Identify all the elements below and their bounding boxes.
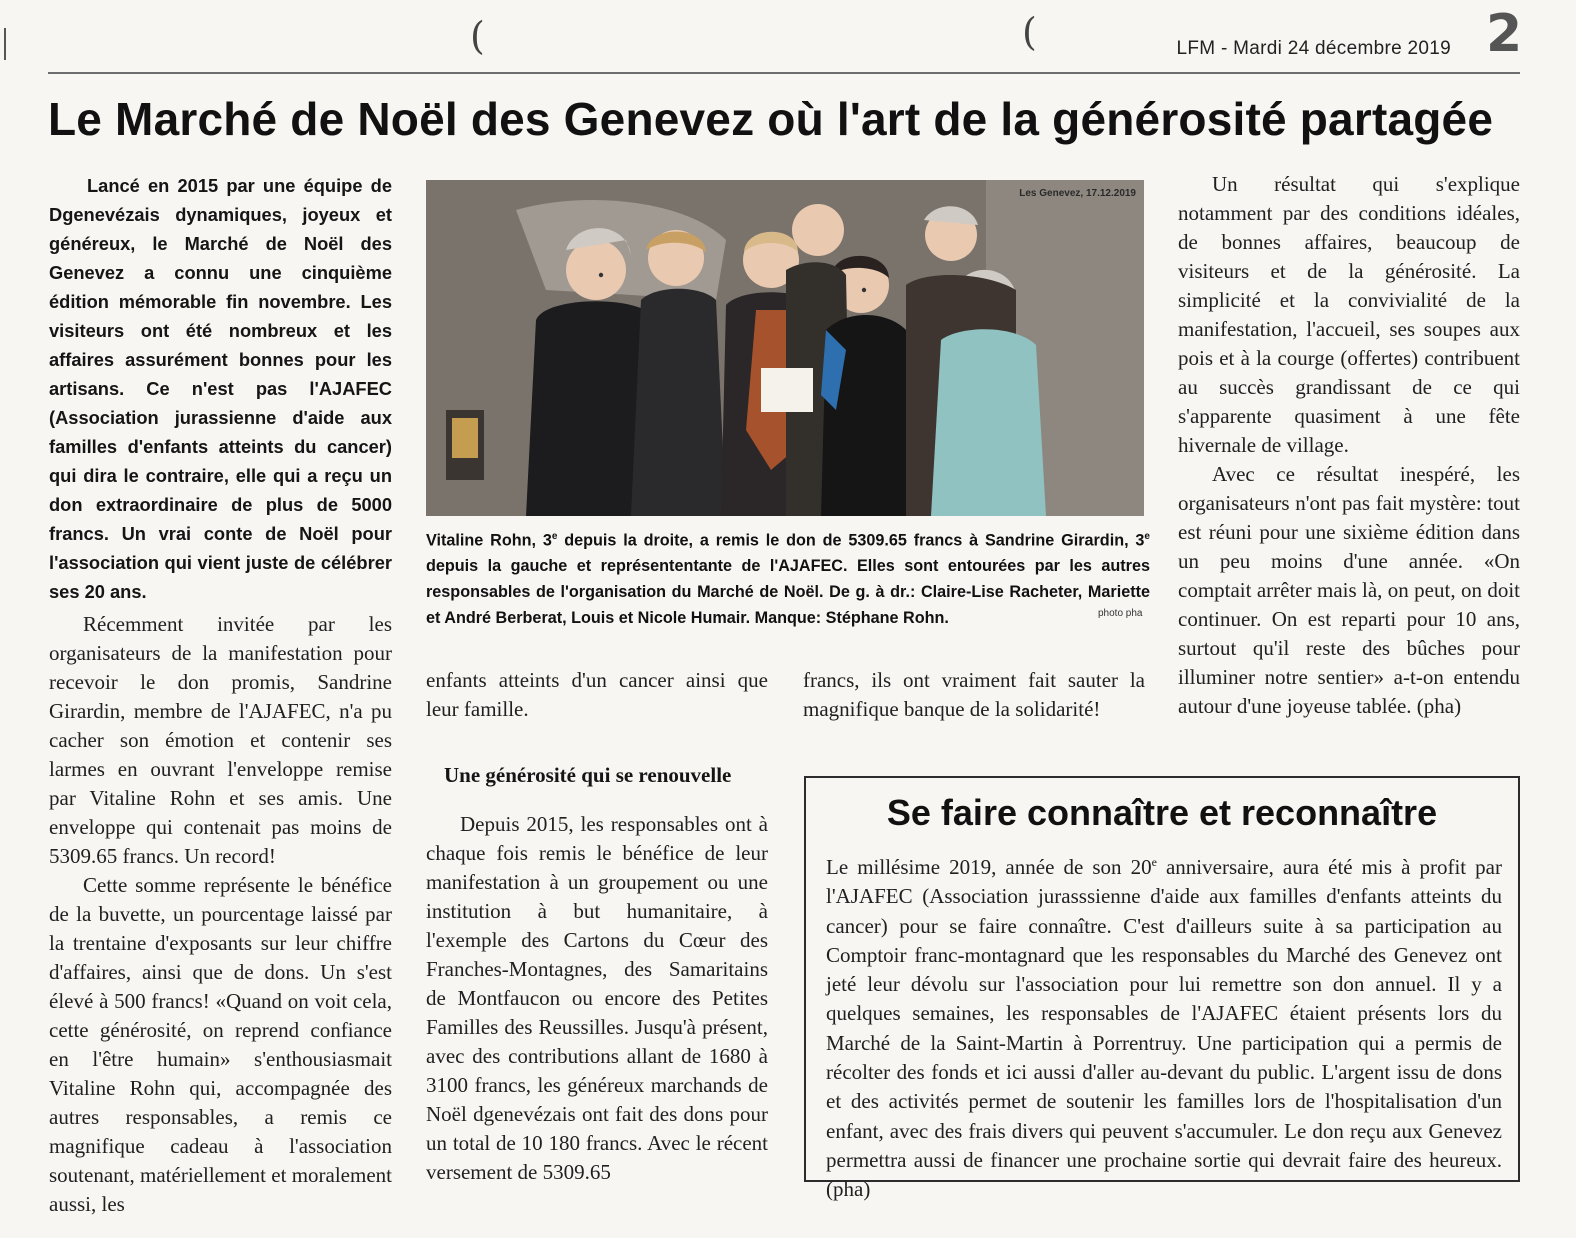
photo-date-tag: Les Genevez, 17.12.2019 [1019, 188, 1136, 199]
paragraph: francs, ils ont vraiment fait sauter la magnifique banque de la solidarité! [803, 668, 1145, 721]
paragraph: Récemment invitée par les organisateurs de la manifestation pour recevoir le don promis, Sandrine Girardin, membre de l'AJAFEC, n'a pu cacher son émotion et contenir ses larmes en ouvrant l'enveloppe remise par Vitaline Rohn et ses amis. Une enveloppe qui contenait pas moins de 5309.65 francs. Un record! [49, 612, 392, 868]
subheading: Une générosité qui se renouvelle [444, 763, 732, 787]
sidebar-box [804, 776, 1520, 1202]
column-3 [803, 666, 1145, 724]
column-4 [1178, 170, 1520, 721]
binder-mark: ( [1022, 10, 1037, 54]
paragraph: Un résultat qui s'explique notamment par des conditions idéales, de bonnes affaires, beaucoup de visiteurs et de la générosité. La simplicité et la convivialité de la manifestation, l'accueil, ses soupes aux pois et à la courge (offertes) contribuent au succès grandissant de ce qui s'apparente quasiment à une fête hivernale de village. [1178, 172, 1520, 457]
box-text: Le millésime 2019, année de son 20e anniversaire, aura été mis à profit par l'AJAFEC (Association jurasssienne d'aide aux familles d'enfants atteints du cancer) pour se faire connaître. C'est d'ailleurs suite à sa participation au Comptoir franc-montagnard que les responsables du Marché des Genevez ont jeté leur dévolu sur l'association pour lui remettre son don annuel. Il y a quelques semaines, les responsables de l'AJAFEC étaient présents lors du Marché de la Saint-Martin à Porrentruy. Une participation qui a permis de récolter des fonds et ici aussi d'aller au-devant du public. L'argent issu de dons et des activités permet de soutenir les familles lors de l'hospitalisation d'un enfant, avec des frais divers qui peuvent s'accumuler. Le don reçu aux Genevez permettra aussi de financer une prochaine sortie qui devrait faire des heureux. (pha) [826, 855, 1502, 1202]
paragraph: Depuis 2015, les responsables ont à chaque fois remis le bénéfice de leur manifestation à un groupement ou une institution à but humanitaire, à l'exemple des Cartons du Cœur des Franches-Montagnes, des Samaritains de Montfaucon ou encore des Petites Familles des Reussilles. Jusqu'à présent, avec des contributions allant de 1680 à 3100 francs, les généreux marchands de Noël dgenevézais ont fait des dons pour un total de 10 180 francs. Avec le récent versement de 5309.65 [426, 812, 768, 1184]
column-1 [49, 610, 392, 1219]
page-number: 2 [1486, 4, 1523, 64]
column-2 [426, 666, 768, 724]
photo-caption: Vitaline Rohn, 3e depuis la droite, a remis le don de 5309.65 francs à Sandrine Girardin, 3e depuis la gauche et représententante de l'AJAFEC. Elles sont entourées par les autres responsables de l'organisation du Marché de Noël. De g. à dr.: Claire-Lise Racheter, Mariette et André Berberat, Louis et Nicole Humair. Manque: Stéphane Rohn. [426, 531, 1150, 628]
header-rule [48, 72, 1520, 74]
binder-mark: ( [470, 14, 485, 58]
group-photo [426, 180, 1144, 516]
photo-illustration [426, 180, 1144, 516]
article-headline: Le Marché de Noël des Genevez où l'art de la générosité partagée [48, 93, 1494, 145]
box-title: Se faire connaître et reconnaître [886, 792, 1438, 833]
photo-credit: photo pha [1098, 608, 1143, 619]
paragraph: Avec ce résultat inespéré, les organisateurs n'ont pas fait mystère: tout est réuni pour une sixième édition dans un peu moins d'une année. «On comptait arrêter mais là, on peut, on doit continuer. On est reparti pour 10 ans, surtout qu'il reste des bûches pour illuminer notre sentier» a-t-on entendu autour d'une joyeuse tablée. (pha) [1178, 462, 1520, 718]
paragraph: Cette somme représente le bénéfice de la buvette, un pourcentage laissé par la trentaine d'exposants sur leur chiffre d'affaires, ainsi que de dons. Un s'est élevé à 500 francs! «Quand on voit cela, cette générosité, on reprend confiance en l'être humain» s'enthousiasmait Vitaline Rohn qui, accompagnée des autres responsables, a remis ce magnifique cadeau à l'association soutenant, matériellement et moralement aussi, les [49, 873, 392, 1216]
article-lead: Lancé en 2015 par une équipe de Dgenevézais dynamiques, joyeux et généreux, le Marché de Noël des Genevez a connu une cinquième édition mémorable fin novembre. Les visiteurs ont été nombreux et les affaires assurément bonnes pour les artisans. Ce n'est pas l'AJAFEC (Association jurassienne d'aide aux familles d'enfants atteints du cancer) qui dira le contraire, elle qui a reçu un don extraordinaire de plus de 5000 francs. Un vrai conte de Noël pour l'association qui vient juste de célébrer ses 20 ans. [49, 175, 392, 602]
column-2-continued [426, 810, 768, 1187]
running-header: LFM - Mardi 24 décembre 2019 [1176, 38, 1451, 59]
paragraph: enfants atteints d'un cancer ainsi que leur famille. [426, 668, 768, 721]
scan-edge-mark [4, 28, 6, 60]
